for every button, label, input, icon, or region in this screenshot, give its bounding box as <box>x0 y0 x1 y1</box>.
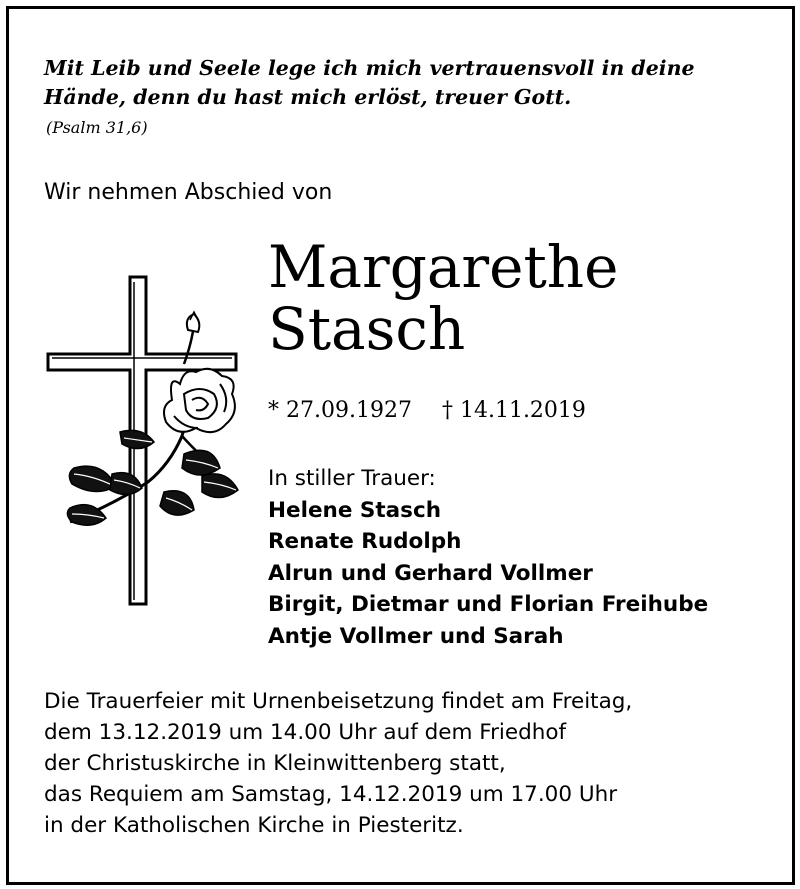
mourner-name: Alrun und Gerhard Vollmer <box>268 560 593 586</box>
last-name: Stasch <box>268 295 466 363</box>
notice-line: das Requiem am Samstag, 14.12.2019 um 17.00 Uhr <box>44 782 618 807</box>
mourner-name: Birgit, Dietmar und Florian Freihube <box>268 592 709 617</box>
mourners-heading: In stiller Trauer: <box>268 466 436 491</box>
deceased-name <box>268 233 619 363</box>
notice-line: Die Trauerfeier mit Urnenbeisetzung findet am Freitag, <box>44 689 633 714</box>
quote-line: Mit Leib und Seele lege ich mich vertrauensvoll in deine <box>44 56 695 80</box>
cross-with-rose-icon <box>44 272 244 607</box>
mourners-block <box>268 463 708 652</box>
mourner-name: Helene Stasch <box>268 497 442 523</box>
life-dates <box>268 398 586 423</box>
notice-line: dem 13.12.2019 um 14.00 Uhr auf dem Friedhof <box>44 720 567 745</box>
farewell-intro: Wir nehmen Abschied von <box>44 180 333 205</box>
notice-line: der Christuskirche in Kleinwittenberg statt, <box>44 751 506 776</box>
quote-reference: (Psalm 31,6) <box>46 118 148 137</box>
death-date: † 14.11.2019 <box>441 398 586 423</box>
notice-line: in der Katholischen Kirche in Piesteritz. <box>44 813 464 838</box>
quote-line: Hände, denn du hast mich erlöst, treuer Gott. <box>44 85 572 109</box>
funeral-notice <box>44 686 632 841</box>
bible-quote <box>44 54 764 112</box>
mourner-name: Renate Rudolph <box>268 529 462 554</box>
first-name: Margarethe <box>268 233 619 301</box>
birth-date: * 27.09.1927 <box>268 398 412 423</box>
mourner-name: Antje Vollmer und Sarah <box>268 623 564 649</box>
